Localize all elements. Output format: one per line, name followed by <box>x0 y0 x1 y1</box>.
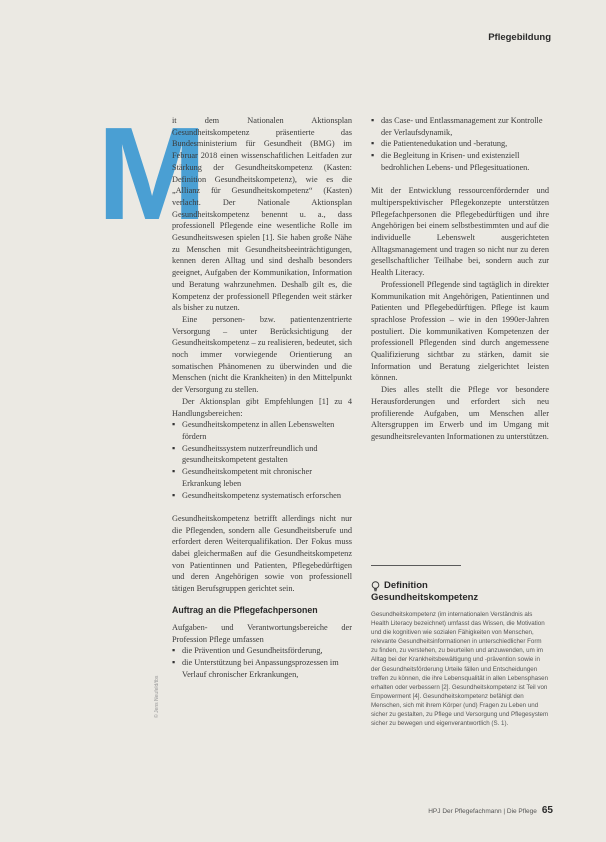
intro-paragraph: it dem Nationalen Aktionsplan Gesundheitskompetenz präsentierte das Bundesministerium für Gesundheit (BMG) im Februar 2018 einen wissenschaftlichen Leitfaden zur Stärkung der Gesundheitskompetenz (Kasten: Definition Gesundheitskompetenz), wie es die „Allianz für Gesundheitskompetenz“ (Kasten) verlacht. Der Nationale Aktionsplan Gesundheitskompetenz benennt u. a., dass professionell Pflegende eine wesentliche Rolle im Gesundheitswesen spielen [1]. Sie haben große Nähe zu Menschen mit Gesundheitsbeeinträchtigungen, kennen deren Alltag und sind deshalb besonders geeignet, Aufgaben der Kommunikation, Information und Beratung wahrzunehmen. Deshalb gilt es, die Kompetenz der professionell Pflegenden weit stärker als bisher zu nutzen. <box>172 116 352 313</box>
list-item: ▪ Gesundheitssystem nutzerfreundlich und gesundheitskompetent gestalten <box>172 443 352 466</box>
list-item: ▪ die Patientenedukation und -beratung, <box>371 138 549 150</box>
paragraph-action-plan: Der Aktionsplan gibt Empfehlungen [1] zu 4 Handlungsbereichen: <box>172 396 352 418</box>
definition-text: Gesundheitskompetenz (im internationalen Verständnis als Health Literacy bezeichnet) umfasst das Wissen, die Motivation und die kognitiven wie sozialen Fähigkeiten von Menschen, relevante Gesundheitsinformationen in unterschiedlicher Form zu finden, zu verstehen, zu beurteilen und anzuwenden, um im Alltag bei der Krankheitsbewältigung und -prävention sowie in der Gesundheitsförderung Urteile fällen und Entscheidungen treffen zu können, die ihre Lebensqualität in allen Lebensphasen erhalten oder verbessern [2]. Gesundheitskompetenz ist Teil von Empowerment [4]. Gesundheitskompetenz befähigt den Menschen, sich mit ihrem Körper (und) Fragen zu Leben und sicher zu gestalten, zu Pflege und Versorgung und Pflegesystem sicher zu bewegen und eigenverantwortlich (S. 1). <box>371 611 549 728</box>
tasks-list-continued <box>371 115 549 174</box>
photo-credit: © Jens Neufeld/tbs <box>154 675 160 718</box>
paragraph-care-concepts: Mit der Entwicklung ressourcenfördernder und multiperspektivischer Pflegekonzepte unterstützen Pflegefachpersonen die Pflegebedürftigen und ihre Angehörigen bei einem selbstbestimmten und auf die individuelle Lebenswelt ausgerichteten Alltagsmanagement und tragen so nicht nur zu deren gesellschaftlicher Teilhabe bei, sondern auch zur Health Literacy. <box>371 186 549 278</box>
list-item: ▪ Gesundheitskompetenz systematisch erforschen <box>172 490 352 502</box>
paragraph-challenges: Dies alles stellt die Pflege vor besondere Herausforderungen und erfordert sich neu profilierende Aufgaben, um Menschen aller Altersgruppen im Erwerb und im Umgang mit gesundheitsrelevanten Informationen zu unterstützen. <box>371 385 549 441</box>
journal-name: HPJ Der Pflegefachmann | Die Pflege <box>428 808 537 815</box>
right-column <box>371 115 549 443</box>
left-column <box>172 115 352 680</box>
definition-subtitle: Gesundheitskompetenz <box>371 592 479 603</box>
lightbulb-icon <box>371 581 380 592</box>
paragraph-professions: Gesundheitskompetenz betrifft allerdings nicht nur die Pflegenden, sondern alle Gesundheitsberufe und erfordert deren Weiterqualifikation. Der Fokus muss dabei gleichermaßen auf die Gesundheitskompetenz von Patientinnen und Patienten, Pflegebedürftigen und deren Angehörigen sowie von professionell tätigen Berufsgruppen gerichtet sein. <box>172 513 352 594</box>
section-header: Pflegebildung <box>488 32 551 43</box>
list-item: ▪ die Unterstützung bei Anpassungsprozessen im Verlauf chronischer Erkrankungen, <box>172 657 352 680</box>
divider <box>371 565 461 566</box>
section-heading: Auftrag an die Pflegefachpersonen <box>172 604 318 615</box>
paragraph-communication: Professionell Pflegende sind tagtäglich in direkter Kommunikation mit Angehörigen, Patientinnen und Patienten und Pflegebedürftigen. Pflege ist kaum sprachlose Profession – wie in den 1990er-Jahren postuliert. Die kommunikativen Kompetenzen der professionell Pflegenden sind durch angemessene Qualifizierung sichtbar zu stärken, damit sie Information und Beratung zielgerichtet leisten können. <box>371 279 549 383</box>
action-areas-list <box>172 419 352 501</box>
list-item: ▪ Gesundheitskompetenz in allen Lebenswelten fördern <box>172 419 352 442</box>
definition-box <box>371 565 549 728</box>
drop-cap-letter: M <box>97 100 207 247</box>
list-item: ▪ die Prävention und Gesundheitsförderung, <box>172 645 352 657</box>
paragraph-patient-centered: Eine personen- bzw. patientenzentrierte Versorgung – unter Berücksichtigung der Gesundheitskompetenz – zu realisieren, bedeutet, sich noch immer vorwiegende Orientierung an somatischen Phänomenen zu überwinden und die Menschen (nicht die Krankheiten) in den Mittelpunkt der Versorgung zu stellen. <box>172 314 352 395</box>
list-item: ▪ die Begleitung in Krisen- und existenziell bedrohlichen Lebens- und Pflegesituationen. <box>371 150 549 173</box>
tasks-list <box>172 645 352 680</box>
list-item: ▪ Gesundheitskompetent mit chronischer Erkrankung leben <box>172 466 352 489</box>
paragraph-tasks: Aufgaben- und Verantwortungsbereiche der Profession Pflege umfassen <box>172 622 352 644</box>
page-number: 65 <box>541 805 553 816</box>
page-footer <box>428 805 553 816</box>
list-item: ▪ das Case- und Entlassmanagement zur Kontrolle der Verlaufsdynamik, <box>371 115 549 138</box>
definition-title: Definition <box>384 580 428 591</box>
